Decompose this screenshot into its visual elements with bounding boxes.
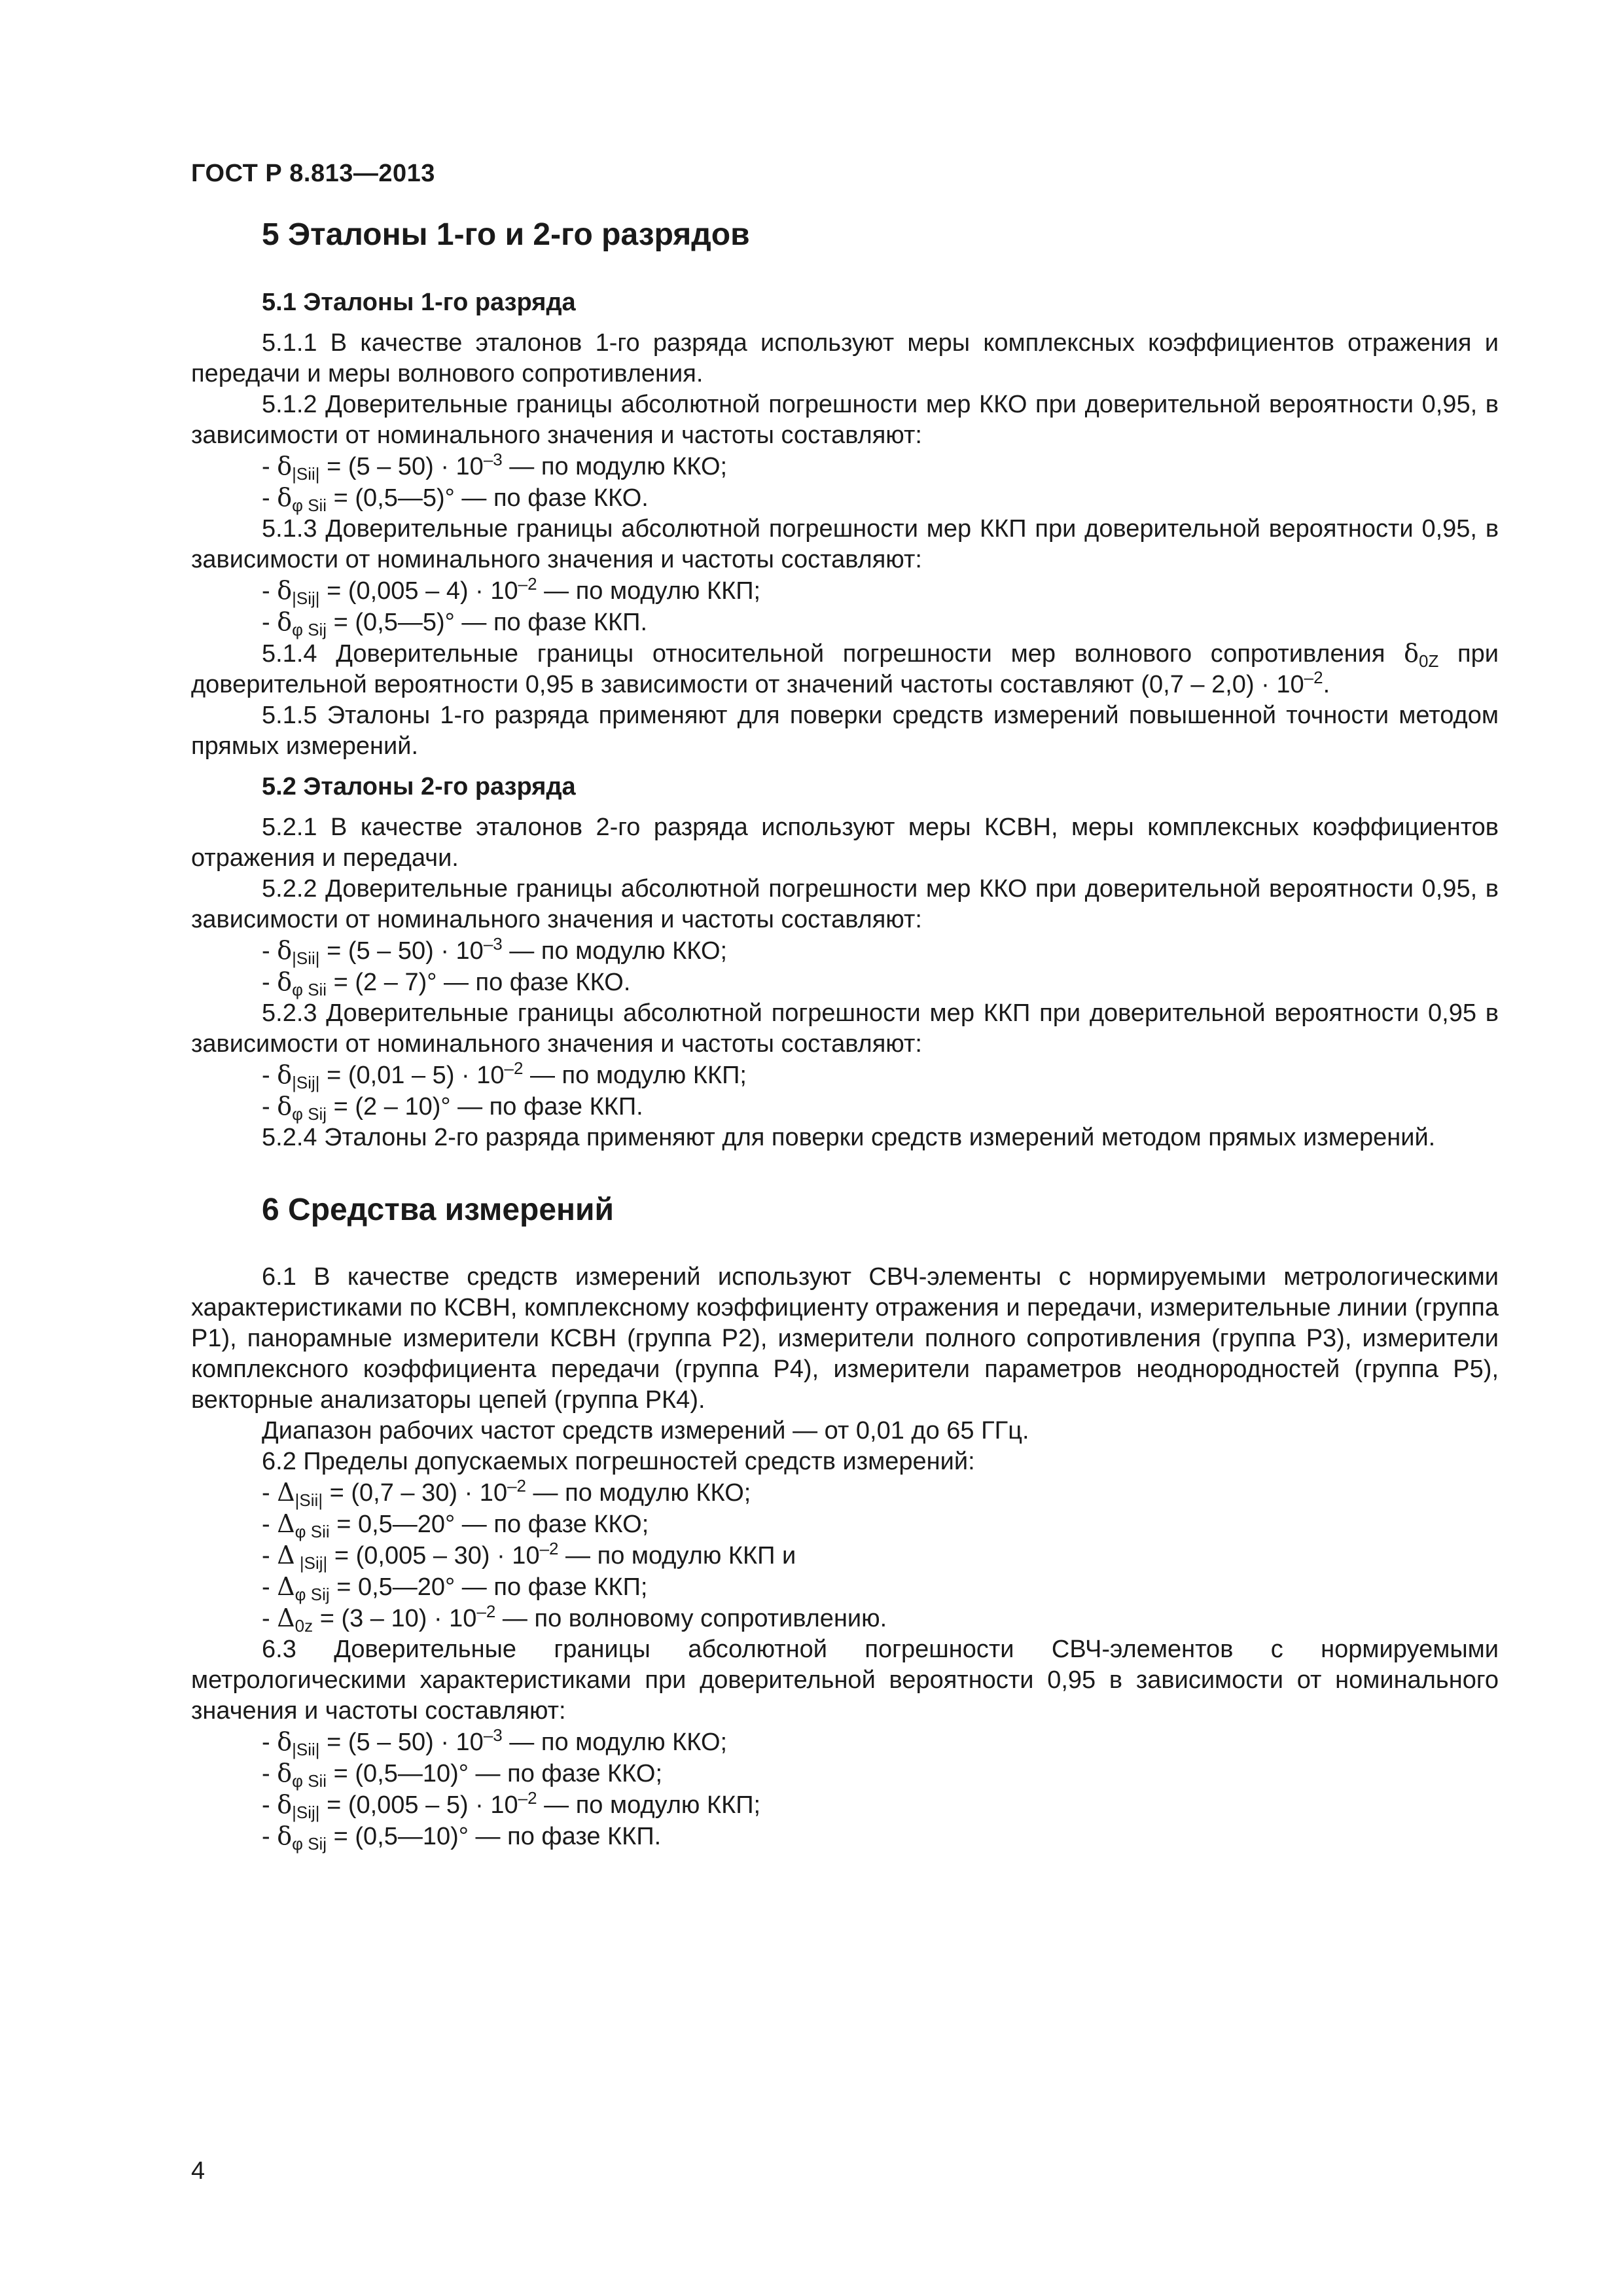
subscript: |Sii|	[292, 948, 320, 969]
paragraph-5-2-4: 5.2.4 Эталоны 2-го разряда применяют для поверки средств измерений методом прямых измерений.	[262, 1124, 1436, 1152]
formula-item	[191, 935, 1499, 967]
paragraph-6-3: 6.3 Доверительные границы абсолютной погрешности СВЧ-элементов с нормируемыми метрологическими характеристиками при доверительной вероятности 0,95 в зависимости от номинального значения и частоты составляют:	[191, 1635, 1499, 1725]
symbol: δ	[277, 1821, 293, 1850]
paragraph-5-2-2: 5.2.2 Доверительные границы абсолютной погрешности мер ККО при доверительной вероятности 0,95, в зависимости от номинального значения и частоты составляют:	[191, 875, 1499, 934]
item-tail: — по модулю ККП;	[537, 1791, 761, 1819]
formula-item	[191, 1477, 1499, 1509]
item-prefix: -	[262, 1062, 277, 1090]
item-prefix: -	[262, 1822, 277, 1850]
superscript: –2	[518, 573, 537, 594]
subscript: |Sij|	[292, 1802, 320, 1822]
item-text: = (2 – 7)° — по фазе ККО.	[327, 969, 631, 997]
item-prefix: -	[262, 1791, 277, 1819]
paragraph-5-1-4-text-b: при доверительной вероятности 0,95 в зависимости от значений частоты составляют (0,7 – 2,0) · 10	[191, 639, 1499, 698]
item-tail: — по волновому сопротивлению.	[495, 1604, 887, 1632]
symbol: Δ	[277, 1540, 295, 1570]
paragraph-5-1-1: 5.1.1 В качестве эталонов 1-го разряда используют меры комплексных коэффициентов отражения и передачи и меры волнового сопротивления.	[191, 329, 1499, 387]
formula-item	[191, 1060, 1499, 1091]
subscript: φ Sii	[292, 1770, 327, 1791]
formula-item	[191, 967, 1499, 998]
paragraph-5-2-1: 5.2.1 В качестве эталонов 2-го разряда используют меры КСВН, меры комплексных коэффициентов отражения и передачи.	[191, 814, 1499, 872]
paragraph-6-1-range: Диапазон рабочих частот средств измерений — от 0,01 до 65 ГГц.	[262, 1416, 1029, 1444]
symbol: Δ	[277, 1571, 295, 1601]
subscript: φ Sij	[292, 1104, 327, 1124]
subscript: φ Sij	[292, 619, 327, 639]
symbol: δ	[277, 936, 293, 965]
item-prefix: -	[262, 608, 277, 636]
superscript: –2	[507, 1475, 526, 1496]
item-text: = 0,5—20° — по фазе ККО;	[329, 1510, 649, 1538]
formula-item	[191, 1509, 1499, 1540]
subscript: φ Sii	[292, 495, 327, 515]
symbol: Δ	[277, 1509, 295, 1538]
subscript: |Sii|	[292, 1739, 320, 1759]
subscript: φ Sii	[294, 1521, 330, 1541]
item-tail: — по модулю ККО;	[526, 1479, 751, 1507]
superscript: –2	[518, 1787, 537, 1808]
item-text: = (0,005 – 5) · 10	[319, 1791, 518, 1819]
superscript: –2	[539, 1538, 559, 1558]
item-text: = (0,5—10)° — по фазе ККО;	[327, 1759, 663, 1787]
item-tail: — по модулю ККП и	[558, 1541, 796, 1570]
symbol: δ	[277, 1758, 293, 1787]
delta-symbol: δ	[1404, 638, 1419, 668]
item-text: = (0,005 – 4) · 10	[319, 577, 518, 605]
formula-item	[191, 1571, 1499, 1603]
page-number: 4	[191, 2157, 205, 2185]
document-header: ГОСТ Р 8.813—2013	[191, 160, 435, 187]
paragraph-5-1-4-text-c: .	[1323, 670, 1330, 698]
item-text: = (0,5—5)° — по фазе ККО.	[327, 484, 649, 512]
section-5-heading: 5 Эталоны 1-го и 2-го разрядов	[262, 217, 750, 252]
subscript: |Sii|	[292, 463, 320, 484]
item-tail: — по модулю ККО;	[502, 937, 728, 965]
symbol: δ	[277, 1060, 293, 1090]
paragraph-5-1-4	[191, 638, 1499, 700]
paragraph-6-2: 6.2 Пределы допускаемых погрешностей средств измерений:	[262, 1447, 975, 1475]
formula-item	[191, 1603, 1499, 1634]
formula-item	[191, 575, 1499, 607]
paragraph-6-1: 6.1 В качестве средств измерений используют СВЧ-элементы с нормируемыми метрологическими характеристиками по КСВН, комплексному коэффициенту отражения и передачи, измерительные линии (группа Р1), панорамные измерители КСВН (группа Р2), измерители полного сопротивления (группа Р3), измерители комплексного коэффициента передачи (группа Р4), измерители параметров неоднородностей (группа Р5), векторные анализаторы цепей (группа РК4).	[191, 1263, 1499, 1414]
subscript: |Sij|	[292, 588, 320, 608]
symbol: δ	[277, 482, 293, 512]
item-prefix: -	[262, 1510, 277, 1538]
section-6-heading: 6 Средства измерений	[262, 1193, 615, 1228]
subsection-5-1-heading: 5.1 Эталоны 1-го разряда	[262, 288, 576, 316]
item-tail: — по модулю ККО;	[502, 1728, 728, 1756]
page-content	[191, 216, 1499, 1852]
subscript: φ Sii	[292, 980, 327, 1000]
formula-item	[191, 451, 1499, 482]
superscript: –2	[476, 1601, 496, 1621]
item-tail: — по модулю ККО;	[502, 452, 728, 480]
subscript: 0Z	[1419, 651, 1439, 671]
formula-item	[191, 1789, 1499, 1821]
symbol: Δ	[277, 1477, 295, 1507]
item-prefix: -	[262, 937, 277, 965]
item-text: = (3 – 10) · 10	[313, 1604, 477, 1632]
item-text: = (5 – 50) · 10	[319, 1728, 484, 1756]
paragraph-5-1-3: 5.1.3 Доверительные границы абсолютной погрешности мер ККП при доверительной вероятности 0,95, в зависимости от номинального значения и частоты составляют:	[191, 514, 1499, 573]
item-text: = (2 – 10)° — по фазе ККП.	[327, 1093, 643, 1121]
item-text: = (5 – 50) · 10	[319, 452, 484, 480]
item-text: = (0,01 – 5) · 10	[319, 1062, 505, 1090]
item-prefix: -	[262, 1573, 277, 1601]
item-prefix: -	[262, 484, 277, 512]
item-text: = (0,005 – 30) · 10	[327, 1541, 540, 1570]
item-prefix: -	[262, 452, 277, 480]
subscript: 0z	[294, 1615, 313, 1636]
item-text: = (0,5—5)° — по фазе ККП.	[327, 608, 648, 636]
item-prefix: -	[262, 1479, 277, 1507]
symbol: δ	[277, 1727, 293, 1756]
symbol: δ	[277, 607, 293, 636]
formula-item	[191, 482, 1499, 514]
formula-item	[191, 1758, 1499, 1789]
formula-item	[191, 1091, 1499, 1122]
item-prefix: -	[262, 1604, 277, 1632]
paragraph-5-2-3: 5.2.3 Доверительные границы абсолютной погрешности мер ККП при доверительной вероятности 0,95 в зависимости от номинального значения и частоты составляют:	[191, 999, 1499, 1058]
paragraph-5-1-4-text-a: 5.1.4 Доверительные границы относительной погрешности мер волнового сопротивления	[262, 639, 1404, 668]
item-prefix: -	[262, 1728, 277, 1756]
symbol: δ	[277, 575, 293, 605]
symbol: δ	[277, 1789, 293, 1819]
subscript: φ Sij	[292, 1833, 327, 1854]
symbol: δ	[277, 1092, 293, 1121]
subscript: |Sii|	[294, 1490, 323, 1510]
item-text: = (5 – 50) · 10	[319, 937, 484, 965]
symbol: δ	[277, 967, 293, 997]
subscript: φ Sij	[294, 1584, 330, 1604]
paragraph-5-1-2: 5.1.2 Доверительные границы абсолютной погрешности мер ККО при доверительной вероятности 0,95, в зависимости от номинального значения и частоты составляют:	[191, 390, 1499, 449]
symbol: δ	[277, 451, 293, 480]
formula-item	[191, 1727, 1499, 1758]
formula-item	[191, 607, 1499, 638]
item-prefix: -	[262, 1759, 277, 1787]
subscript: |Sij|	[294, 1552, 328, 1573]
item-text: = (0,5—10)° — по фазе ККП.	[327, 1822, 662, 1850]
item-tail: — по модулю ККП;	[523, 1062, 747, 1090]
symbol: Δ	[277, 1603, 295, 1632]
formula-item	[191, 1821, 1499, 1852]
item-text: = (0,7 – 30) · 10	[323, 1479, 508, 1507]
subsection-5-2-heading: 5.2 Эталоны 2-го разряда	[262, 772, 576, 800]
item-prefix: -	[262, 1093, 277, 1121]
superscript: –2	[1304, 667, 1323, 687]
formula-item	[191, 1540, 1499, 1571]
superscript: –2	[504, 1058, 524, 1079]
superscript: –3	[483, 934, 503, 954]
paragraph-5-1-5: 5.1.5 Эталоны 1-го разряда применяют для поверки средств измерений повышенной точности методом прямых измерений.	[191, 701, 1499, 760]
superscript: –3	[483, 1725, 503, 1745]
item-tail: — по модулю ККП;	[537, 577, 761, 605]
subscript: |Sij|	[292, 1073, 320, 1093]
item-text: = 0,5—20° — по фазе ККП;	[329, 1573, 648, 1601]
item-prefix: -	[262, 577, 277, 605]
superscript: –3	[483, 449, 503, 469]
item-prefix: -	[262, 1541, 277, 1570]
item-prefix: -	[262, 969, 277, 997]
